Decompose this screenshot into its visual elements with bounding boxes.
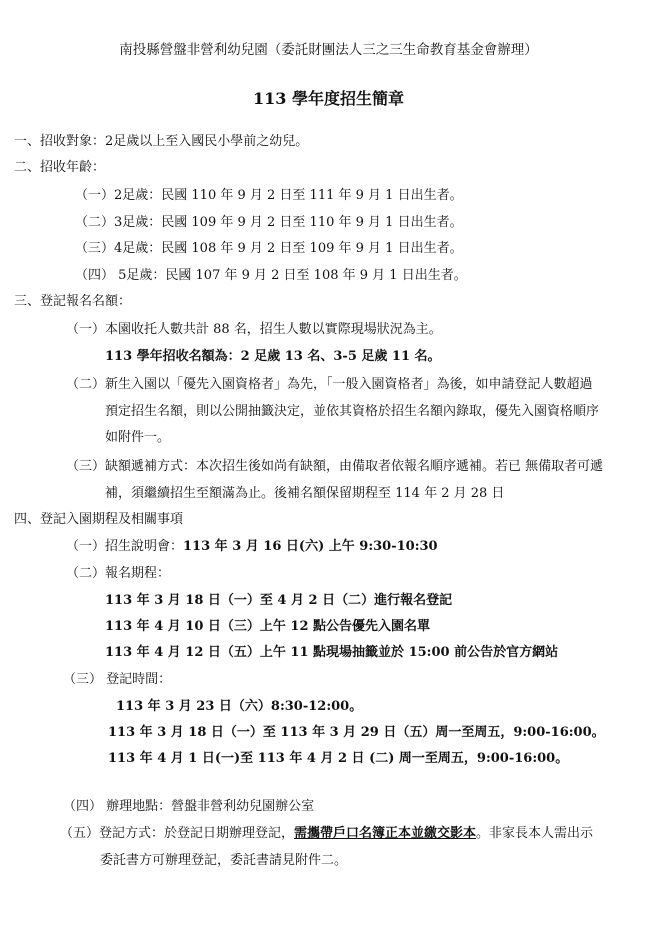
schedule-item-1 (66, 539, 438, 555)
section-3-quota: 三、登記報名名額： (14, 294, 132, 309)
quota-item-3-line-1: （三）缺額遞補方式：本次招生後如尚有缺額，由備取者依報名順序遞補。若已 無備取者可遞 (66, 459, 604, 474)
schedule-item-5-text-pre: （五）登記方式：於登記日期辦理登記， (60, 826, 295, 841)
schedule-item-5-text-post: 。非家長本人需出示 (476, 826, 594, 841)
schedule-item-5-required-docs: 需攜帶戶口名簿正本並繳交影本 (294, 826, 477, 841)
schedule-item-2: （二）報名期程： (66, 566, 171, 581)
age-item-4: （四） 5足歲：民國 107 年 9 月 2 日至 108 年 9 月 1 日出生者。 (75, 268, 467, 283)
schedule-item-5-method (60, 826, 593, 842)
quota-item-2-line-2: 預定招生名額，則以公開抽籤決定，並依其資格於招生名額內錄取，優先入園資格順序 (105, 404, 600, 419)
age-item-3: （三）4足歲：民國 108 年 9 月 2 日至 109 年 9 月 1 日出生者。 (75, 241, 463, 256)
quota-item-3-line-2: 補，須繼續招生至額滿為止。後補名額保留期程至 114 年 2 月 28 日 (105, 486, 505, 501)
document-header: 南投縣營盤非營利幼兒園（委託財團法人三之三生命教育基金會辦理） (119, 42, 538, 58)
schedule-item-3-time-3: 113 年 4 月 1 日(一)至 113 年 4 月 2 日 (二) 周一至周五，9:00-16:00。 (108, 751, 569, 766)
schedule-item-1-label: （一）招生說明會： (66, 539, 184, 554)
section-1-enrollment-target: 一、招收對象：2足歲以上至入國民小學前之幼兒。 (14, 134, 309, 149)
quota-item-1-detail: 113 學年招收名額為：2 足歲 13 名、3-5 足歲 11 名。 (105, 349, 441, 364)
document-title: 113 學年度招生簡章 (253, 89, 404, 108)
schedule-item-2-date-2: 113 年 4 月 10 日（三）上午 12 點公告優先入園名單 (105, 619, 431, 634)
schedule-item-4-location: （四） 辦理地點：營盤非營利幼兒園辦公室 (63, 799, 315, 814)
schedule-item-2-date-3: 113 年 4 月 12 日（五）上午 11 點現場抽籤並於 15:00 前公告於官方網站 (105, 645, 559, 660)
section-4-schedule: 四、登記入園期程及相關事項 (14, 512, 184, 527)
schedule-item-3-time-2: 113 年 3 月 18 日（一）至 113 年 3 月 29 日（五）周一至周五，9:00-16:00。 (108, 725, 605, 740)
schedule-item-3-time-1: 113 年 3 月 23 日（六）8:30-12:00。 (116, 699, 363, 714)
schedule-item-3: （三） 登記時間： (63, 672, 172, 687)
schedule-item-5-method-line-2: 委託書方可辦理登記，委託書請見附件二。 (100, 853, 348, 868)
age-item-2: （二）3足歲：民國 109 年 9 月 2 日至 110 年 9 月 1 日出生者。 (75, 215, 463, 230)
schedule-item-2-date-1: 113 年 3 月 18 日（一）至 4 月 2 日（二）進行報名登記 (105, 593, 453, 608)
schedule-item-1-value: 113 年 3 月 16 日(六) 上午 9:30-10:30 (183, 539, 438, 554)
section-2-enrollment-age: 二、招收年齡： (14, 160, 106, 175)
age-item-1: （一）2足歲：民國 110 年 9 月 2 日至 111 年 9 月 1 日出生者。 (75, 188, 463, 203)
quota-item-2-line-1: （二）新生入園以「優先入園資格者」為先，「一般入園資格者」為後，如申請登記人數超過 (66, 377, 593, 392)
quota-item-1: （一）本園收托人數共計 88 名，招生人數以實際現場狀況為主。 (66, 322, 442, 337)
quota-item-2-line-3: 如附件一。 (105, 430, 171, 445)
